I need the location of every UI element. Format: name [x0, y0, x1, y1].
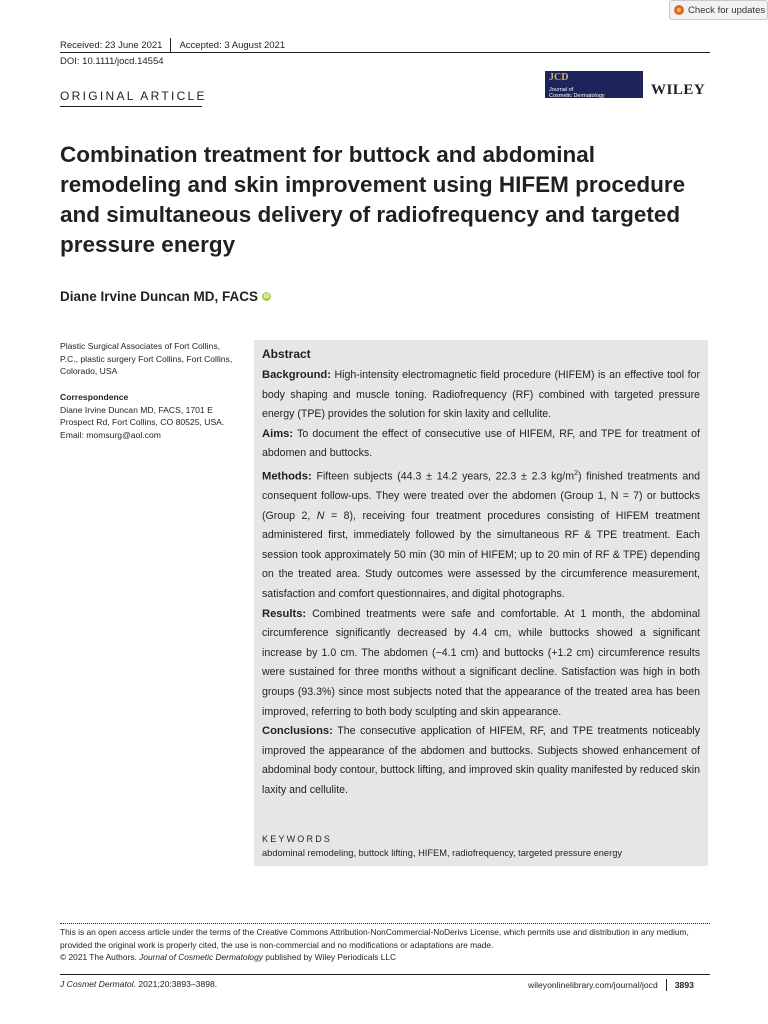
footer-right: [528, 979, 694, 991]
publisher-logo[interactable]: WILEY: [651, 82, 706, 98]
abstract-background: Background: High-intensity electromagnetic field procedure (HIFEM) is an effective tool for body shaping and muscle toning. Radiofrequency (RF) combined with targeted pressure energy (TPE) provides the solution for skin laxity and cellulite.: [262, 369, 700, 421]
abstract-body: [262, 366, 700, 801]
author-line: [60, 289, 271, 304]
citation: J Cosmet Dermatol. 2021;20:3893–3898.: [60, 979, 218, 989]
correspondence-email[interactable]: Email: momsurg@aol.com: [60, 429, 161, 440]
keywords: abdominal remodeling, buttock lifting, HIFEM, radiofrequency, targeted pressure energy: [262, 848, 623, 858]
article-type-rule: [60, 106, 202, 107]
journal-logo-name: Journal of Cosmetic Dermatology: [549, 87, 605, 99]
license-rule: [60, 923, 710, 924]
received-date: Received: 23 June 2021: [60, 39, 163, 51]
crossmark-icon: [674, 5, 684, 15]
correspondence-line: Diane Irvine Duncan MD, FACS, 1701 E: [60, 404, 213, 415]
abstract-aims: Aims: To document the effect of consecutive use of HIFEM, RF, and TPE for treatment of abdomen and buttocks.: [262, 427, 700, 460]
correspondence: [60, 391, 240, 441]
divider: [170, 38, 171, 52]
accepted-date: Accepted: 3 August 2021: [179, 39, 286, 51]
check-for-updates-button[interactable]: [669, 0, 768, 20]
page-number: 3893: [674, 980, 694, 990]
abstract-results: Results: Combined treatments were safe and comfortable. At 1 month, the abdominal circumference significantly decreased by 4.4 cm, while buttocks showed a significant increase by 1.0 cm. The abdomen (−4.1 cm) and buttocks (+1.2 cm) circumference results were sustained for three months without a significant decline. Satisfaction was high in both groups (93.3%) since most subjects noted that the appearance of the treated area has been improved, referring to both body sculpting and skin appearance.: [262, 607, 700, 718]
article-title: Combination treatment for buttock and abdominal remodeling and skin improvement using HIFEM procedure and simultaneous delivery of radiofrequency and targeted pressure energy: [60, 142, 686, 257]
divider: [666, 979, 667, 991]
license-block: [60, 926, 710, 964]
keywords-heading: KEYWORDS: [262, 834, 333, 844]
affiliation: Plastic Surgical Associates of Fort Collins, P.C., plastic surgery Fort Collins, Fort Collins, Colorado, USA: [60, 341, 233, 376]
correspondence-line: Prospect Rd, Fort Collins, CO 80525, USA.: [60, 417, 225, 427]
check-for-updates-label: Check for updates: [688, 4, 766, 16]
journal-logo-abbrev: JCD: [549, 72, 569, 83]
correspondence-heading: Correspondence: [60, 392, 129, 402]
article-type: ORIGINAL ARTICLE: [60, 89, 207, 103]
header-rule: [60, 52, 710, 53]
abstract-conclusions: Conclusions: The consecutive application of HIFEM, RF, and TPE treatments noticeably improved the appearance of the abdomen and buttocks. Subjects showed enhancement of abdominal body contour, buttock lifting, and improved skin quality manifested by reduced skin laxity and cellulite.: [262, 725, 700, 796]
abstract-methods: Methods: Fifteen subjects (44.3 ± 14.2 years, 22.3 ± 2.3 $kg/m^2$) finished treatments and consequent follow-ups. They were treated over the abdomen (Group 1, N = 7) or buttocks (Group 2, N = 8), receiving four treatment procedures consisting of HIFEM treatment administered first, immediately followed by the simultaneous RF & TPE treatment. Each session took approximately 50 min (30 min of HIFEM; up to 20 min of RF & TPE) depending on the treated area. Study outcomes were assessed by the circumference measurement, satisfaction and comfort questionnaires, and digital photographs.: [262, 469, 700, 601]
copyright-line: © 2021 The Authors. Journal of Cosmetic Dermatology published by Wiley Periodicals LLC: [60, 952, 397, 962]
dates-line: [60, 38, 285, 52]
abstract-heading: Abstract: [262, 347, 311, 361]
journal-logo[interactable]: [545, 71, 643, 98]
license-text: This is an open access article under the terms of the Creative Commons Attribution-NonCommercial-NoDerivs License, which permits use and distribution in any medium, provided the original work is properly cited, the use is non-commercial and no modifications or adaptations are made.: [60, 927, 689, 950]
author-name[interactable]: Diane Irvine Duncan MD, FACS: [60, 289, 259, 304]
journal-url[interactable]: wileyonlinelibrary.com/journal/jocd: [528, 980, 658, 990]
orcid-icon[interactable]: iD: [263, 293, 270, 300]
footer-rule: [60, 974, 710, 975]
doi[interactable]: DOI: 10.1111/jocd.14554: [60, 56, 164, 67]
